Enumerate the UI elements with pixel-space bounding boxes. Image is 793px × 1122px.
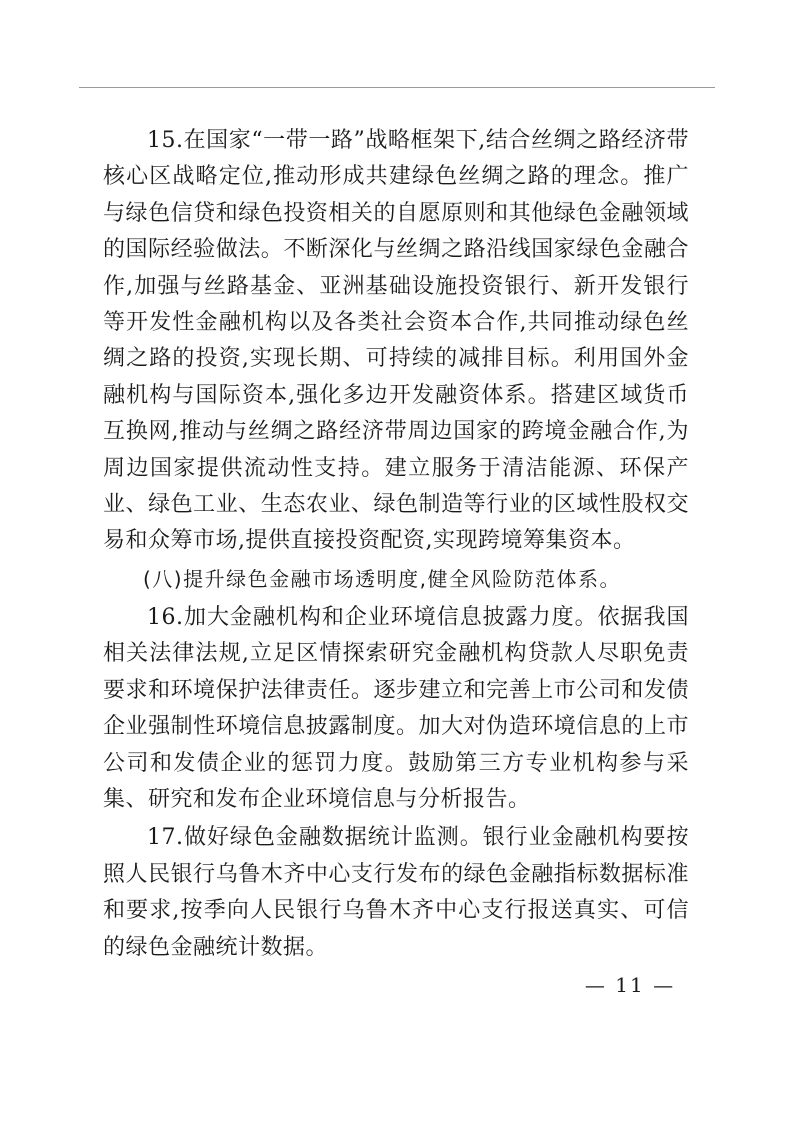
paragraph-16: 16.加大金融机构和企业环境信息披露力度。依据我国相关法律法规,立足区情探索研究金融机构贷款人尽职免责要求和环境保护法律责任。逐步建立和完善上市公司和发债企业强制性环境信息披露制度。加大对伪造环境信息的上市公司和发债企业的惩罚力度。鼓励第三方专业机构参与采集、研究和发布企业环境信息与分析报告。 bbox=[103, 604, 689, 812]
section-heading-8: (八)提升绿色金融市场透明度,健全风险防范体系。 bbox=[143, 566, 621, 591]
page-number: — 11 — bbox=[584, 973, 676, 997]
document-body bbox=[103, 123, 689, 966]
paragraph-15: 15.在国家“一带一路”战略框架下,结合丝绸之路经济带核心区战略定位,推动形成共建绿色丝绸之路的理念。推广与绿色信贷和绿色投资相关的自愿原则和其他绿色金融领域的国际经验做法。不断深化与丝绸之路沿线国家绿色金融合作,加强与丝路基金、亚洲基础设施投资银行、新开发银行等开发性金融机构以及各类社会资本合作,共同推动绿色丝绸之路的投资,实现长期、可持续的减排目标。利用国外金融机构与国际资本,强化多边开发融资体系。搭建区域货币互换网,推动与丝绸之路经济带周边国家的跨境金融合作,为周边国家提供流动性支持。建立服务于清洁能源、环保产业、绿色工业、生态农业、绿色制造等行业的区域性股权交易和众筹市场,提供直接投资配资,实现跨境筹集资本。 bbox=[103, 128, 689, 554]
header-rule bbox=[79, 87, 715, 88]
paragraph-17: 17.做好绿色金融数据统计监测。银行业金融机构要按照人民银行乌鲁木齐中心支行发布的绿色金融指标数据标准和要求,按季向人民银行乌鲁木齐中心支行报送真实、可信的绿色金融统计数据。 bbox=[103, 825, 689, 960]
